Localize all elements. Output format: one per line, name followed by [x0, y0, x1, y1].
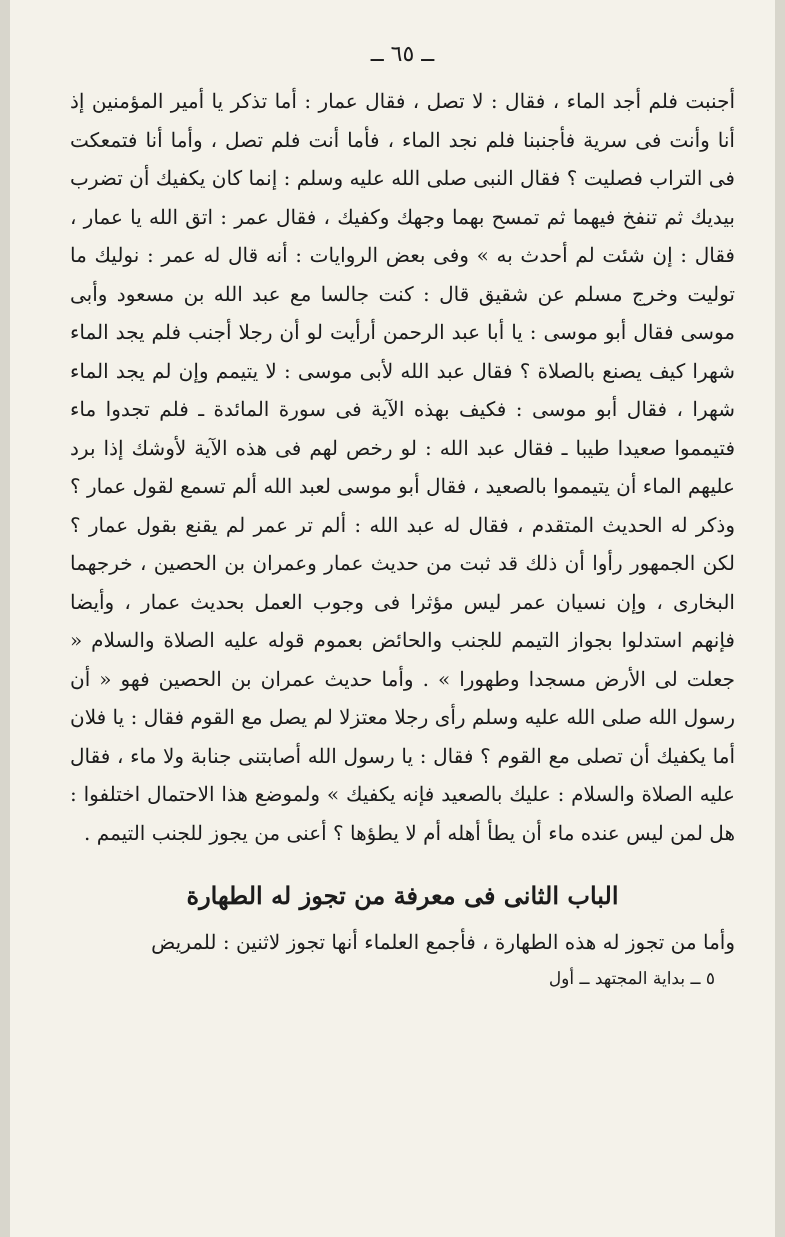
- chapter-heading: الباب الثانى فى معرفة من تجوز له الطهارة: [186, 881, 619, 910]
- chapter-first-line: وأما من تجوز له هذه الطهارة ، فأجمع العلماء أنها تجوز لاثنين : للمريض: [151, 930, 735, 954]
- body-paragraph: أجنبت فلم أجد الماء ، فقال : لا تصل ، فقال عمار : أما تذكر يا أمير المؤمنين إذ أنا وأنت فى سرية فأجنبنا فلم نجد الماء ، فأما أنت فلم تصل ، وأما أنا فتمعكت فى التراب فصليت ؟ فقال النبى صلى الله عليه وسلم : إنما كان يكفيك أن تضرب بيديك ثم تنفخ فيهما ثم تمسح بهما وجهك وكفيك ، فقال عمر : اتق الله يا عمار ، فقال : إن شئت لم أحدث به » وفى بعض الروايات : أنه قال له عمر : نوليك ما توليت وخرج مسلم عن شقيق قال : كنت جالسا مع عبد الله بن مسعود وأبى موسى فقال أبو موسى : يا أبا عبد الرحمن أرأيت لو أن رجلا أجنب فلم يجد الماء شهرا كيف يصنع بالصلاة ؟ فقال عبد الله لأبى موسى : لا يتيمم وإن لم يجد الماء شهرا ، فقال أبو موسى : فكيف بهذه الآية فى سورة المائدة ـ فلم تجدوا ماء فتيمموا صعيدا طيبا ـ فقال عبد الله : لو رخص لهم فى هذه الآية لأوشك إذا برد عليهم الماء أن يتيمموا بالصعيد ، فقال أبو موسى لعبد الله ألم تسمع لقول عمار ؟ وذكر له الحديث المتقدم ، فقال له عبد الله : ألم تر عمر لم يقنع بقول عمار ؟ لكن الجمهور رأوا أن ذلك قد ثبت من حديث عمار وعمران بن الحصين ، خرجهما البخارى ، وإن نسيان عمر ليس مؤثرا فى وجوب العمل بحديث عمار ، وأيضا فإنهم استدلوا بجواز التيمم للجنب والحائض بعموم قوله عليه الصلاة والسلام « جعلت لى الأرض مسجدا وطهورا » . وأما حديث عمران بن الحصين فهو « أن رسول الله صلى الله عليه وسلم رأى رجلا معتزلا لم يصل مع القوم فقال : يا فلان أما يكفيك أن تصلى مع القوم ؟ فقال : يا رسول الله أصابتنى جنابة ولا ماء ، فقال عليه الصلاة والسلام : عليك بالصعيد فإنه يكفيك » ولموضع هذا الاحتمال اختلفوا : هل لمن ليس عنده ماء أن يطأ أهله أم لا يطؤها ؟ أعنى من يجوز للجنب التيمم .: [70, 89, 735, 845]
- page-number: ــ ٦٥ ــ: [370, 42, 435, 67]
- page-footer: ٥ ــ بداية المجتهد ــ أول: [548, 969, 715, 989]
- book-page: [70, 40, 735, 992]
- page-edge-left: [0, 0, 10, 1237]
- page-edge-right: [775, 0, 785, 1237]
